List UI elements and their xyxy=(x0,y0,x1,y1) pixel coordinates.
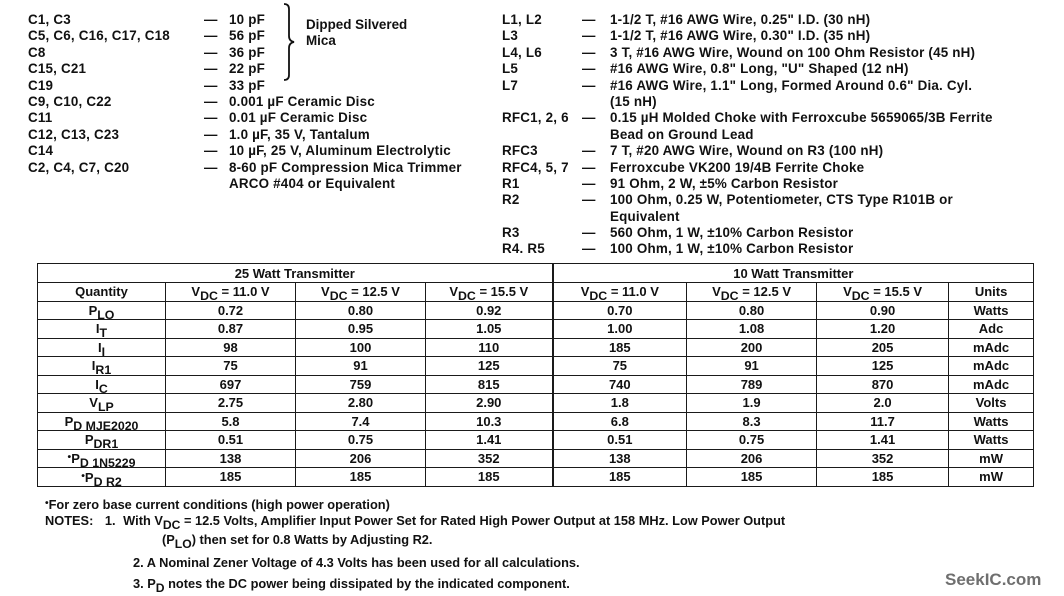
value-25w-cell: 98 xyxy=(166,338,296,357)
capacitor-part-row xyxy=(28,12,508,28)
part-description: (15 nH) xyxy=(610,93,657,109)
part-reference: C1, C3 xyxy=(28,12,71,27)
part-description: #16 AWG Wire, 0.8" Long, "U" Shaped (12 nH) xyxy=(610,61,909,77)
col-25w-vdc-header xyxy=(296,283,426,302)
value-25w-cell: 7.4 xyxy=(296,412,426,431)
part-reference: R2 xyxy=(502,192,520,208)
capacitor-part-row xyxy=(28,61,508,77)
vdc-value: = 12.5 V xyxy=(738,284,791,300)
vdc-value: = 15.5 V xyxy=(869,284,922,300)
value-25w-cell: 75 xyxy=(166,357,296,376)
part-description: 100 Ohm, 1 W, ±10% Carbon Resistor xyxy=(610,241,854,257)
part-reference: C15, C21 xyxy=(28,61,87,77)
dash-separator: — xyxy=(204,143,218,159)
col-10w-vdc-header xyxy=(817,283,949,302)
quantity-cell xyxy=(38,431,166,450)
quantity-subscript: T xyxy=(99,326,108,338)
footnote-marker: • xyxy=(67,452,72,464)
note-1-text-a: With V xyxy=(123,513,163,528)
capacitor-part-row xyxy=(28,94,508,110)
value-25w-cell: 125 xyxy=(426,357,553,376)
mica-group-label xyxy=(306,17,407,50)
part-reference: C11 xyxy=(28,110,53,126)
dash-separator: — xyxy=(204,44,218,60)
dash-separator: — xyxy=(204,159,218,175)
component-part-row xyxy=(502,127,1062,143)
quantity-symbol: P xyxy=(71,451,80,467)
value-25w-cell: 206 xyxy=(296,449,426,468)
table-row xyxy=(38,357,1034,376)
dash-separator: — xyxy=(582,44,596,60)
capacitor-part-row xyxy=(28,78,508,94)
component-part-row xyxy=(502,143,1062,159)
part-description: 33 pF xyxy=(229,77,265,93)
table-row xyxy=(38,338,1034,357)
part-description: 10 pF xyxy=(229,12,265,27)
value-10w-cell: 1.00 xyxy=(553,320,687,339)
dash-separator: — xyxy=(582,12,596,27)
vdc-symbol: V xyxy=(191,284,201,300)
note-1-number: 1. xyxy=(104,513,116,528)
note-1-continued xyxy=(162,532,433,551)
value-10w-cell: 6.8 xyxy=(553,412,687,431)
dash-separator: — xyxy=(204,61,218,77)
part-description: 0.01 µF Ceramic Disc xyxy=(229,110,368,126)
value-10w-cell: 870 xyxy=(817,375,949,394)
quantity-subscript: DR1 xyxy=(93,437,119,449)
table-row xyxy=(38,301,1034,320)
col-25w-vdc-header xyxy=(426,283,553,302)
part-reference: R1 xyxy=(502,175,520,191)
value-10w-cell: 75 xyxy=(553,357,687,376)
part-description: 22 pF xyxy=(229,61,265,77)
table-row xyxy=(38,449,1034,468)
inductor-resistor-parts-list xyxy=(502,12,1062,258)
quantity-symbol: I xyxy=(95,321,100,337)
col-10w-vdc-header xyxy=(553,283,687,302)
value-25w-cell: 138 xyxy=(166,449,296,468)
vdc-value: = 15.5 V xyxy=(475,284,529,300)
unit-cell: Volts xyxy=(949,394,1034,413)
value-25w-cell: 759 xyxy=(296,375,426,394)
col-10w-vdc-header xyxy=(687,283,817,302)
vdc-symbol: V xyxy=(712,284,721,300)
part-reference: C2, C4, C7, C20 xyxy=(28,159,130,175)
value-25w-cell: 697 xyxy=(166,375,296,394)
notes-label: NOTES: xyxy=(45,513,94,528)
quantity-subscript: D MJE2020 xyxy=(73,418,139,431)
table-row xyxy=(38,375,1034,394)
quantity-subscript: LO xyxy=(97,307,115,320)
part-description: 1-1/2 T, #16 AWG Wire, 0.30" I.D. (35 nH) xyxy=(610,28,871,44)
value-10w-cell: 138 xyxy=(553,449,687,468)
dash-separator: — xyxy=(582,192,596,208)
component-part-row xyxy=(502,12,1062,28)
note-1-cont-text: ) then set for 0.8 Watts by Adjusting R2. xyxy=(191,532,433,547)
value-10w-cell: 789 xyxy=(687,375,817,394)
component-part-row xyxy=(502,78,1062,94)
quantity-cell xyxy=(38,412,166,431)
value-10w-cell: 0.51 xyxy=(553,431,687,450)
vdc-value: = 11.0 V xyxy=(607,284,659,300)
mica-label-line-2: Mica xyxy=(306,33,336,49)
table-row xyxy=(38,320,1034,339)
capacitor-part-row xyxy=(28,28,508,44)
quantity-cell xyxy=(38,357,166,376)
part-description: ARCO #404 or Equivalent xyxy=(229,175,396,191)
part-reference: L1, L2 xyxy=(502,12,542,27)
part-description: 91 Ohm, 2 W, ±5% Carbon Resistor xyxy=(610,175,839,191)
value-10w-cell: 1.08 xyxy=(687,320,817,339)
value-25w-cell: 1.05 xyxy=(426,320,553,339)
note-3 xyxy=(133,576,570,595)
table-row xyxy=(38,468,1034,487)
part-description: 7 T, #20 AWG Wire, Wound on R3 (100 nH) xyxy=(610,143,884,159)
part-description: 8-60 pF Compression Mica Trimmer xyxy=(229,159,462,175)
quantity-symbol: I xyxy=(91,358,96,374)
mica-label-line-1: Dipped Silvered xyxy=(306,17,408,32)
quantity-cell xyxy=(38,375,166,394)
quantity-symbol: P xyxy=(64,413,74,429)
part-description: 1.0 µF, 35 V, Tantalum xyxy=(229,126,370,142)
unit-cell: mW xyxy=(949,449,1034,468)
col-25w-vdc-header xyxy=(166,283,296,302)
seekic-watermark: SeekIC.com xyxy=(945,570,1042,589)
part-reference: C9, C10, C22 xyxy=(28,93,112,109)
value-25w-cell: 2.80 xyxy=(296,394,426,413)
component-part-row xyxy=(502,192,1062,208)
value-10w-cell: 0.70 xyxy=(553,301,687,320)
table-row xyxy=(38,431,1034,450)
capacitor-part-row xyxy=(28,45,508,61)
value-25w-cell: 0.95 xyxy=(296,320,426,339)
part-reference: RFC4, 5, 7 xyxy=(502,159,569,175)
part-description: 56 pF xyxy=(229,28,265,44)
value-10w-cell: 1.41 xyxy=(817,431,949,450)
table-body xyxy=(38,301,1034,486)
group-25w-header: 25 Watt Transmitter xyxy=(38,264,553,283)
quantity-cell xyxy=(38,301,166,320)
dash-separator: — xyxy=(204,93,218,109)
capacitor-parts-list xyxy=(28,12,508,192)
part-reference: RFC1, 2, 6 xyxy=(502,110,569,126)
value-25w-cell: 0.75 xyxy=(296,431,426,450)
mica-group-brace xyxy=(283,3,295,81)
footnote-marker: • xyxy=(81,470,85,482)
dash-separator: — xyxy=(204,12,218,27)
note-1-subscript: DC xyxy=(162,518,181,532)
value-10w-cell: 205 xyxy=(817,338,949,357)
value-10w-cell: 0.90 xyxy=(817,301,949,320)
part-reference: L7 xyxy=(502,77,519,93)
value-25w-cell: 0.51 xyxy=(166,431,296,450)
vdc-subscript: DC xyxy=(329,289,348,301)
note-1-cont-open: (P xyxy=(162,532,175,547)
quantity-symbol: I xyxy=(97,339,102,355)
part-reference: C12, C13, C23 xyxy=(28,126,120,142)
vdc-value: = 12.5 V xyxy=(347,284,400,300)
part-description: 100 Ohm, 0.25 W, Potentiometer, CTS Type R101B or xyxy=(610,192,953,208)
quantity-subscript: LP xyxy=(97,400,114,412)
value-25w-cell: 100 xyxy=(296,338,426,357)
vdc-subscript: DC xyxy=(851,289,870,301)
part-description: 560 Ohm, 1 W, ±10% Carbon Resistor xyxy=(610,225,854,241)
quantity-symbol: P xyxy=(84,469,94,485)
value-25w-cell: 91 xyxy=(296,357,426,376)
part-reference: R4. R5 xyxy=(502,241,545,257)
value-25w-cell: 5.8 xyxy=(166,412,296,431)
value-25w-cell: 185 xyxy=(426,468,553,487)
part-description: 1-1/2 T, #16 AWG Wire, 0.25" I.D. (30 nH) xyxy=(610,12,871,27)
value-10w-cell: 740 xyxy=(553,375,687,394)
part-description: Equivalent xyxy=(610,208,680,224)
vdc-value: = 11.0 V xyxy=(217,284,270,300)
footnote-marker: • xyxy=(45,498,49,509)
value-10w-cell: 206 xyxy=(687,449,817,468)
note-3-text-a: 3. P xyxy=(133,576,156,591)
component-part-row xyxy=(502,28,1062,44)
value-10w-cell: 8.3 xyxy=(687,412,817,431)
dash-separator: — xyxy=(204,28,218,44)
part-reference: L3 xyxy=(502,28,519,44)
part-description: 0.15 µH Molded Choke with Ferroxcube 5659065/3B Ferrite xyxy=(610,110,993,126)
component-part-row xyxy=(502,45,1062,61)
unit-cell: mAdc xyxy=(949,375,1034,394)
part-description: 3 T, #16 AWG Wire, Wound on 100 Ohm Resistor (45 nH) xyxy=(610,44,976,60)
quantity-subscript: D R2 xyxy=(93,474,122,486)
component-part-row xyxy=(502,61,1062,77)
quantity-symbol: V xyxy=(89,395,98,411)
component-part-row xyxy=(502,225,1062,241)
dash-separator: — xyxy=(204,126,218,142)
capacitor-part-row xyxy=(28,160,508,176)
part-reference: C19 xyxy=(28,77,54,93)
part-reference: C5, C6, C16, C17, C18 xyxy=(28,28,170,44)
dash-separator: — xyxy=(582,175,596,191)
group-header-row xyxy=(38,264,1034,283)
value-25w-cell: 352 xyxy=(426,449,553,468)
dash-separator: — xyxy=(582,143,596,159)
value-25w-cell: 10.3 xyxy=(426,412,553,431)
vdc-symbol: V xyxy=(449,284,458,300)
note-3-subscript: D xyxy=(155,581,165,595)
unit-cell: mAdc xyxy=(949,338,1034,357)
dash-separator: — xyxy=(582,77,596,93)
value-10w-cell: 1.8 xyxy=(553,394,687,413)
value-25w-cell: 185 xyxy=(296,468,426,487)
part-reference: R3 xyxy=(502,225,520,241)
value-25w-cell: 110 xyxy=(426,338,553,357)
value-25w-cell: 815 xyxy=(426,375,553,394)
quantity-symbol: I xyxy=(95,376,99,392)
footnote-text: For zero base current conditions (high power operation) xyxy=(48,497,390,512)
part-description: 10 µF, 25 V, Aluminum Electrolytic xyxy=(229,143,451,159)
value-10w-cell: 91 xyxy=(687,357,817,376)
quantity-cell xyxy=(38,338,166,357)
unit-cell: Watts xyxy=(949,431,1034,450)
value-10w-cell: 11.7 xyxy=(817,412,949,431)
note-1-cont-subscript: LO xyxy=(174,537,192,551)
quantity-column-header: Quantity xyxy=(38,283,166,302)
value-10w-cell: 1.9 xyxy=(687,394,817,413)
value-10w-cell: 0.75 xyxy=(687,431,817,450)
value-25w-cell: 0.72 xyxy=(166,301,296,320)
vdc-symbol: V xyxy=(580,284,590,300)
value-10w-cell: 2.0 xyxy=(817,394,949,413)
quantity-subscript: D 1N5229 xyxy=(79,456,136,468)
value-10w-cell: 185 xyxy=(553,468,687,487)
part-reference: C8 xyxy=(28,44,46,60)
quantity-subscript: C xyxy=(98,381,108,394)
dash-separator: — xyxy=(582,61,596,77)
component-part-row xyxy=(502,209,1062,225)
group-10w-header: 10 Watt Transmitter xyxy=(553,264,1034,283)
quantity-cell xyxy=(38,320,166,339)
unit-cell: mAdc xyxy=(949,357,1034,376)
component-part-row xyxy=(502,176,1062,192)
transmitter-performance-table xyxy=(37,263,1034,487)
value-10w-cell: 200 xyxy=(687,338,817,357)
vdc-subscript: DC xyxy=(200,289,218,301)
value-25w-cell: 2.90 xyxy=(426,394,553,413)
part-description: 36 pF xyxy=(229,44,265,60)
component-part-row xyxy=(502,160,1062,176)
unit-cell: mW xyxy=(949,468,1034,487)
dash-separator: — xyxy=(204,110,218,126)
value-25w-cell: 0.80 xyxy=(296,301,426,320)
quantity-cell xyxy=(38,394,166,413)
value-10w-cell: 0.80 xyxy=(687,301,817,320)
value-25w-cell: 2.75 xyxy=(166,394,296,413)
value-10w-cell: 185 xyxy=(687,468,817,487)
capacitor-part-row xyxy=(28,176,508,192)
unit-cell: Adc xyxy=(949,320,1034,339)
component-part-row xyxy=(502,241,1062,257)
value-25w-cell: 0.87 xyxy=(166,320,296,339)
dash-separator: — xyxy=(582,110,596,126)
part-reference: L4, L6 xyxy=(502,44,542,60)
vdc-subscript: DC xyxy=(589,289,608,301)
table-row xyxy=(38,412,1034,431)
part-description: Bead on Ground Lead xyxy=(610,126,754,142)
unit-cell: Watts xyxy=(949,301,1034,320)
value-25w-cell: 185 xyxy=(166,468,296,487)
value-25w-cell: 0.92 xyxy=(426,301,553,320)
value-10w-cell: 1.20 xyxy=(817,320,949,339)
footnote xyxy=(45,496,390,513)
value-10w-cell: 352 xyxy=(817,449,949,468)
dash-separator: — xyxy=(582,159,596,175)
capacitor-part-row xyxy=(28,143,508,159)
part-reference: RFC3 xyxy=(502,143,538,159)
quantity-cell xyxy=(38,449,166,468)
quantity-subscript: R1 xyxy=(95,363,112,375)
dash-separator: — xyxy=(582,225,596,241)
table-row xyxy=(38,394,1034,413)
vdc-subscript: DC xyxy=(457,289,476,301)
vdc-symbol: V xyxy=(843,284,852,300)
part-reference: C14 xyxy=(28,143,54,159)
vdc-symbol: V xyxy=(321,284,330,300)
part-reference: L5 xyxy=(502,61,519,77)
part-description: Ferroxcube VK200 19/4B Ferrite Choke xyxy=(610,159,865,175)
note-3-text-b: notes the DC power being dissipated by the indicated component. xyxy=(164,576,570,591)
dash-separator: — xyxy=(204,77,218,93)
component-part-row xyxy=(502,94,1062,110)
quantity-symbol: P xyxy=(88,302,98,318)
dash-separator: — xyxy=(582,28,596,44)
component-part-row xyxy=(502,110,1062,126)
capacitor-part-row xyxy=(28,127,508,143)
quantity-subscript: I xyxy=(101,344,106,357)
part-description: #16 AWG Wire, 1.1" Long, Formed Around 0.6" Dia. Cyl. xyxy=(610,77,973,93)
quantity-symbol: P xyxy=(84,432,94,448)
column-header-row xyxy=(38,283,1034,302)
dash-separator: — xyxy=(582,241,596,257)
note-1-text-b: = 12.5 Volts, Amplifier Input Power Set for Rated High Power Output at 158 MHz. Low Power Output xyxy=(180,513,786,528)
value-10w-cell: 125 xyxy=(817,357,949,376)
value-10w-cell: 185 xyxy=(553,338,687,357)
note-2: 2. A Nominal Zener Voltage of 4.3 Volts has been used for all calculations. xyxy=(133,555,580,570)
quantity-cell xyxy=(38,468,166,487)
value-25w-cell: 1.41 xyxy=(426,431,553,450)
units-column-header: Units xyxy=(949,283,1034,302)
vdc-subscript: DC xyxy=(720,289,739,301)
value-10w-cell: 185 xyxy=(817,468,949,487)
note-1 xyxy=(45,513,786,532)
part-description: 0.001 µF Ceramic Disc xyxy=(229,93,375,109)
unit-cell: Watts xyxy=(949,412,1034,431)
capacitor-part-row xyxy=(28,110,508,126)
